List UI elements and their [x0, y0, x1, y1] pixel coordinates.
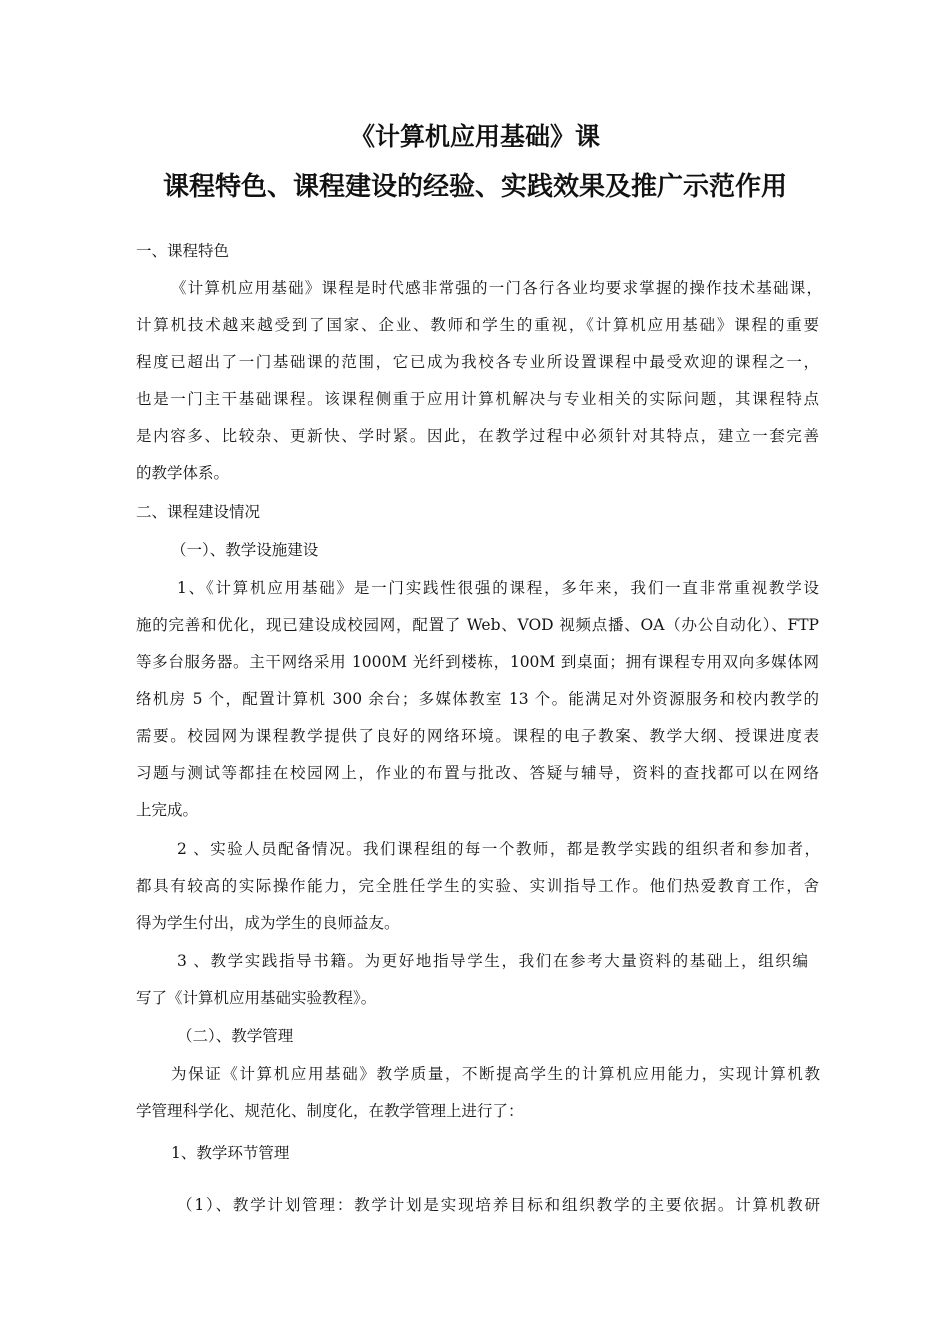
paragraph-line: 上完成。	[136, 801, 199, 819]
paragraph-line: 等多台服务器。主干网络采用 1000M 光纤到楼栋，100M 到桌面；拥有课程专用双向多媒体网	[136, 653, 819, 671]
subsection-heading-facilities: （一）、教学设施建设	[171, 541, 319, 559]
paragraph-line: 络机房 5 个，配置计算机 300 余台；多媒体教室 13 个。能满足对外资源服务和校内教学的	[136, 690, 819, 708]
paragraph-line: 需要。校园网为课程教学提供了良好的网络环境。课程的电子教案、教学大纲、授课进度表	[136, 727, 819, 745]
paragraph-line: 的教学体系。	[136, 464, 230, 482]
paragraph-line: 习题与测试等都挂在校园网上，作业的布置与批改、答疑与辅导，资料的查找都可以在网络	[136, 764, 819, 782]
subsection-heading-management: （二）、教学管理	[177, 1027, 294, 1045]
paragraph-line: 得为学生付出，成为学生的良师益友。	[136, 914, 400, 932]
paragraph-line: 程度已超出了一门基础课的范围，它已成为我校各专业所设置课程中最受欢迎的课程之一，	[136, 353, 819, 371]
paragraph-line: （1）、教学计划管理：教学计划是实现培养目标和组织教学的主要依据。计算机教研	[177, 1196, 820, 1214]
paragraph-line: 2 、实验人员配备情况。我们课程组的每一个教师，都是教学实践的组织者和参加者，	[177, 840, 820, 858]
paragraph-line: 施的完善和优化，现已建设成校园网，配置了 Web、VOD 视频点播、OA（办公自动化）、FTP	[136, 616, 819, 634]
section-heading-features: 一、课程特色	[136, 242, 230, 260]
list-heading-teaching-management: 1、教学环节管理	[171, 1144, 290, 1162]
paragraph-line: 1、《计算机应用基础》是一门实践性很强的课程，多年来，我们一直非常重视教学设	[177, 579, 819, 597]
paragraph-line: 是内容多、比较杂、更新快、学时紧。因此，在教学过程中必须针对其特点，建立一套完善	[136, 427, 819, 445]
paragraph-line: 学管理科学化、规范化、制度化，在教学管理上进行了：	[136, 1102, 524, 1120]
paragraph-line: 都具有较高的实际操作能力，完全胜任学生的实验、实训指导工作。他们热爱教育工作，舍	[136, 877, 819, 895]
paragraph-line: 计算机技术越来越受到了国家、企业、教师和学生的重视，《计算机应用基础》课程的重要	[136, 316, 819, 334]
document-title: 《计算机应用基础》课	[349, 122, 600, 151]
paragraph-line: 为保证《计算机应用基础》教学质量，不断提高学生的计算机应用能力，实现计算机教	[171, 1065, 820, 1083]
paragraph-line: 《计算机应用基础》课程是时代感非常强的一门各行各业均要求掌握的操作技术基础课，	[171, 279, 822, 297]
paragraph-line: 3 、教学实践指导书籍。为更好地指导学生，我们在参考大量资料的基础上，组织编	[177, 952, 808, 970]
paragraph-line: 写了《计算机应用基础实验教程》。	[136, 989, 377, 1007]
document-subtitle: 课程特色、课程建设的经验、实践效果及推广示范作用	[162, 172, 787, 202]
section-heading-construction: 二、课程建设情况	[136, 503, 261, 521]
paragraph-line: 也是一门主干基础课程。该课程侧重于应用计算机解决与专业相关的实际问题，其课程特点	[136, 390, 819, 408]
